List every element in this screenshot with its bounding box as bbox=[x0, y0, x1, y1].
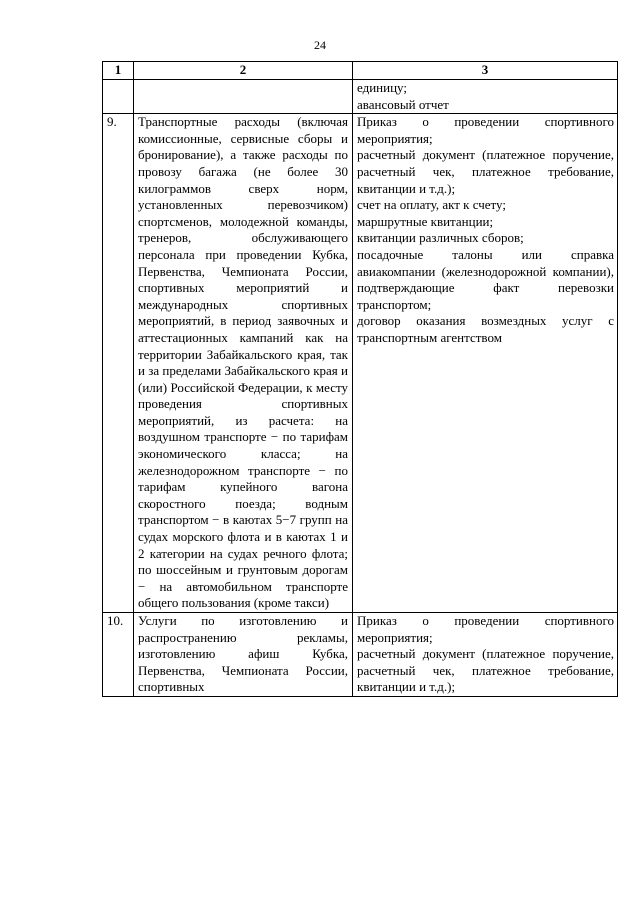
table-row bbox=[103, 613, 618, 697]
row-description: Услуги по изготовлению и распространению рекламы, изготовлению афиш Кубка, Первенства, Чемпионата России, спортивных bbox=[134, 613, 353, 697]
row-description bbox=[134, 80, 353, 114]
row-number bbox=[103, 80, 134, 114]
table-row bbox=[103, 114, 618, 613]
header-col-2: 2 bbox=[134, 62, 353, 80]
document-item: счет на оплату, акт к счету; bbox=[357, 197, 506, 213]
document-item: Приказ о проведении спортивного мероприятия; bbox=[357, 613, 614, 645]
document-item: расчетный документ (платежное поручение, расчетный чек, платежное требование, квитанции и т.д.); bbox=[357, 646, 614, 695]
row-description: Транспортные расходы (включая комиссионные, сервисные сборы и бронирование), а также расходы по провозу багажа (не более 30 килограммов сверх норм, установленных перевозчиком) спортсменов, молодежной команды, тренеров, обслуживающего персонала при проведении Кубка, Первенства, Чемпионата России, спортивных мероприятий и международных спортивных мероприятий, в период заявочных и аттестационных кампаний как на территории Забайкальского края, так и за пределами Забайкальского края и (или) Российской Федерации, к месту проведения спортивных мероприятий, из расчета: на воздушном транспорте − по тарифам экономического класса; на железнодорожном транспорте − по тарифам купейного вагона скоростного поезда; водным транспортом − в каютах 5−7 групп на судах морского флота и в каютах 1 и 2 категории на судах речного флота; по шоссейным и грунтовым дорогам − на автомобильном транспорте общего пользования (кроме такси) bbox=[134, 114, 353, 613]
document-item: единицу; bbox=[357, 80, 407, 95]
header-col-3: 3 bbox=[353, 62, 618, 80]
document-item: авансовый отчет bbox=[357, 96, 449, 112]
document-item: маршрутные квитанции; bbox=[357, 213, 494, 229]
row-number: 10. bbox=[103, 613, 134, 697]
row-documents bbox=[353, 80, 618, 114]
document-item: посадочные талоны или справка авиакомпании (железнодорожной компании), подтверждающие факт перевозки транспортом; bbox=[357, 246, 614, 312]
document-item: договор оказания возмездных услуг с транспортным агентством bbox=[357, 313, 614, 345]
row-documents bbox=[353, 114, 618, 613]
document-item: Приказ о проведении спортивного мероприятия; bbox=[357, 114, 614, 146]
document-item: расчетный документ (платежное поручение, расчетный чек, платежное требование, квитанции и т.д.); bbox=[357, 147, 614, 196]
table-row-continuation bbox=[103, 80, 618, 114]
row-documents bbox=[353, 613, 618, 697]
document-item: квитанции различных сборов; bbox=[357, 230, 524, 246]
row-number: 9. bbox=[103, 114, 134, 613]
page-number: 24 bbox=[314, 38, 326, 52]
table-header-row bbox=[103, 62, 618, 80]
document-table bbox=[102, 61, 618, 697]
header-col-1: 1 bbox=[103, 62, 134, 80]
